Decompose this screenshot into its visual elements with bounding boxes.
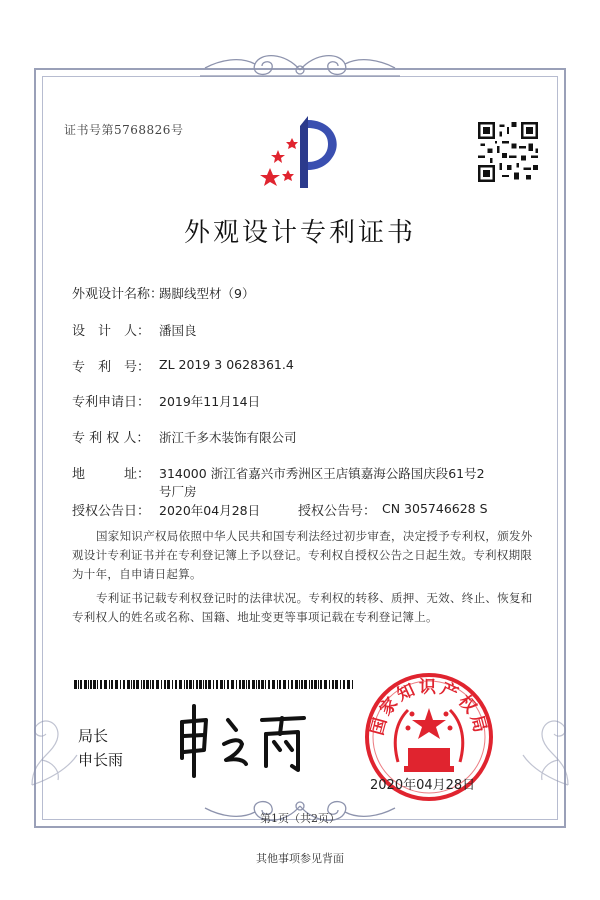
patentee-value: 浙江千多木装饰有限公司 <box>159 430 297 445</box>
director-signature <box>170 700 310 780</box>
seal-text: 国家知识产权局 <box>367 677 491 738</box>
seal-date: 2020年04月28日 <box>370 778 476 793</box>
announce-date-value: 2020年04月28日 <box>159 503 261 518</box>
filing-date-value: 2019年11月14日 <box>159 394 261 409</box>
qr-code <box>478 122 538 182</box>
announce-date-label: 授权公告日： <box>72 504 151 519</box>
announce-number-label: 授权公告号： <box>298 504 377 519</box>
back-note: 其他事项参见背面 <box>256 852 344 865</box>
director-name: 申长雨 <box>78 751 124 769</box>
legal-status-paragraph: 专利证书记载专利权登记时的法律状况。专利权的转移、质押、无效、终止、恢复和专利权人的姓名或名称、国籍、地址变更等事项记载在专利登记簿上。 <box>72 591 533 624</box>
barcode <box>74 680 356 689</box>
design-name-value: 踢脚线型材（9） <box>159 286 255 301</box>
certificate-number: 证书号第5768826号 <box>64 123 184 137</box>
announce-number-value: CN 305746628 S <box>382 501 488 516</box>
filing-date-label: 专利申请日： <box>72 395 151 410</box>
patent-office-logo <box>252 112 350 194</box>
address-label: 地 址： <box>72 467 151 482</box>
patentee-label: 专 利 权 人： <box>72 431 150 446</box>
patent-number-value: ZL 2019 3 0628361.4 <box>159 357 294 372</box>
grant-paragraph: 国家知识产权局依照中华人民共和国专利法经过初步审查，决定授予专利权，颁发外观设计专利证书并在专利登记簿上予以登记。专利权自授权公告之日起生效。专利权期限为十年，自申请日起算。 <box>72 529 533 581</box>
designer-label: 设 计 人： <box>72 324 151 339</box>
corner-ornament-right <box>508 700 578 790</box>
design-name-label: 外观设计名称： <box>72 287 164 302</box>
page-indicator: 第1页（共2页） <box>260 812 340 825</box>
director-title: 局长 <box>78 727 109 745</box>
designer-value: 潘国良 <box>159 323 197 338</box>
address-value-line1: 314000 浙江省嘉兴市秀洲区王店镇嘉海公路国庆段61号2 <box>159 466 485 481</box>
patent-number-label: 专 利 号： <box>72 360 151 375</box>
address-value-line2: 号厂房 <box>159 484 197 499</box>
document-title: 外观设计专利证书 <box>183 218 416 248</box>
top-ornament <box>200 50 400 84</box>
